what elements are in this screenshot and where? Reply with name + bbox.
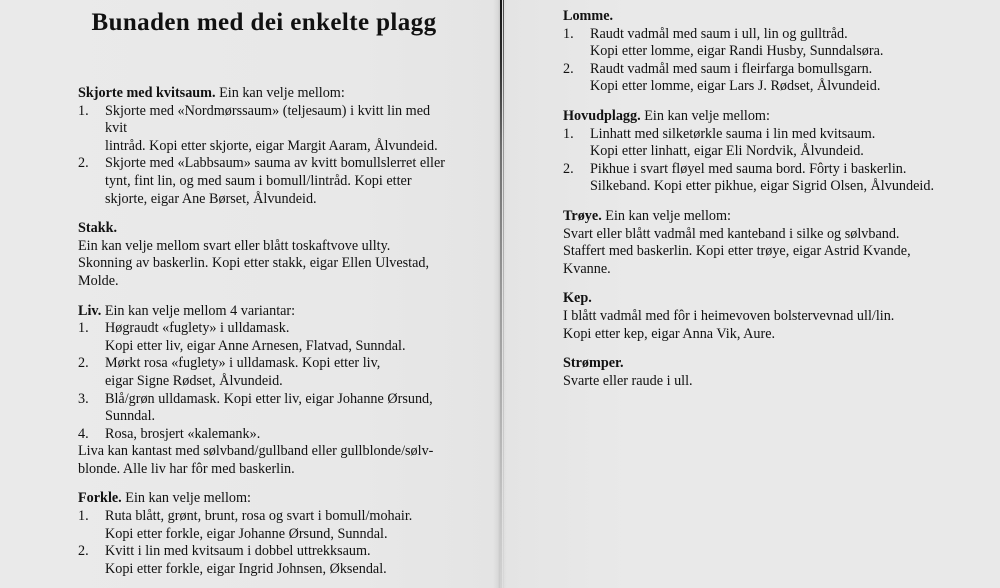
- list-item: [78, 103, 450, 156]
- list-item-line: Kopi etter forkle, eigar Ingrid Johnsen, Øksendal.: [105, 560, 387, 577]
- list-item: [78, 391, 450, 426]
- section-body-line: Molde.: [78, 272, 119, 289]
- list-item-number: 2.: [563, 160, 574, 177]
- list-item-line: Pikhue i svart fløyel med sauma bord. Fôrty i baskerlin.: [590, 160, 907, 177]
- list-item-line: tynt, fint lin, og med saum i bomull/lintråd. Kopi etter: [105, 172, 412, 189]
- list-item-text: [590, 26, 943, 61]
- section-lead-rest: Ein kan velje mellom 4 variantar:: [101, 302, 296, 319]
- numbered-list: [78, 103, 450, 209]
- list-item-text: [105, 426, 450, 444]
- section-stromper: [563, 355, 943, 390]
- list-item-number: 2.: [563, 60, 574, 77]
- list-item-line: Høgraudt «fuglety» i ulldamask.: [105, 320, 290, 337]
- section-lead-rest: Ein kan velje mellom:: [215, 85, 345, 101]
- list-item-line: Kopi etter lomme, eigar Randi Husby, Sunndalsøra.: [590, 43, 884, 60]
- numbered-list: [78, 320, 450, 443]
- list-item-text: [105, 103, 450, 156]
- section-kep: [563, 290, 943, 343]
- numbered-list: [563, 26, 943, 96]
- gutter-spine-line: [500, 0, 502, 588]
- list-item: [78, 155, 450, 208]
- numbered-list: [78, 508, 450, 578]
- list-item: [563, 126, 943, 161]
- section-lead: [563, 108, 943, 126]
- list-item-text: [105, 320, 450, 355]
- list-item-number: 4.: [78, 425, 89, 442]
- list-item: [78, 508, 450, 543]
- list-item-line: Linhatt med silketørkle sauma i lin med kvitsaum.: [590, 125, 876, 142]
- list-item-text: [105, 155, 450, 208]
- section-skjorte: [78, 85, 450, 208]
- list-item-line: Kopi etter liv, eigar Anne Arnesen, Flatvad, Sunndal.: [105, 337, 406, 354]
- section-lead: [78, 220, 450, 238]
- section-lead: [78, 85, 450, 103]
- list-item-line: Mørkt rosa «fuglety» i ulldamask. Kopi etter liv,: [105, 355, 381, 372]
- section-hovudplagg: [563, 108, 943, 196]
- section-body-line: Kvanne.: [563, 260, 611, 277]
- list-item-text: [590, 126, 943, 161]
- list-item-line: Skjorte med «Labbsaum» sauma av kvitt bomullslerret eller: [105, 155, 446, 172]
- section-term: Lomme.: [563, 8, 614, 24]
- list-item-line: lintråd. Kopi etter skjorte, eigar Margit Aaram, Ålvundeid.: [105, 137, 438, 154]
- list-item: [563, 26, 943, 61]
- list-item-number: 1.: [78, 102, 89, 119]
- list-item-text: [590, 161, 943, 196]
- section-body-line: Skonning av baskerlin. Kopi etter stakk, eigar Ellen Ulvestad,: [78, 255, 430, 272]
- numbered-list: [563, 126, 943, 196]
- list-item-line: Blå/grøn ulldamask. Kopi etter liv, eigar Johanne Ørsund,: [105, 390, 433, 407]
- section-stakk: [78, 220, 450, 290]
- list-item-line: skjorte, eigar Ane Børset, Ålvundeid.: [105, 190, 317, 207]
- section-troye: [563, 208, 943, 278]
- section-lead-rest: Ein kan velje mellom:: [601, 207, 731, 224]
- list-item-number: 1.: [563, 125, 574, 142]
- section-term: Trøye.: [563, 207, 602, 224]
- list-item-line: Kopi etter forkle, eigar Johanne Ørsund, Sunndal.: [105, 525, 388, 542]
- list-item: [78, 355, 450, 390]
- section-term: Strømper.: [563, 355, 624, 372]
- section-term: Hovudplagg.: [563, 107, 641, 124]
- section-term: Liv.: [78, 302, 102, 319]
- section-body-line: Svarte eller raude i ull.: [563, 372, 693, 389]
- list-item-line: Rosa, brosjert «kalemank».: [105, 425, 261, 442]
- section-term: Kep.: [563, 290, 592, 307]
- list-item-line: Raudt vadmål med saum i ull, lin og gulltråd.: [590, 25, 848, 42]
- section-lead: [563, 290, 943, 308]
- section-lead: [78, 490, 450, 508]
- section-body-line: Kopi etter kep, eigar Anna Vik, Aure.: [563, 325, 776, 342]
- section-lead-rest: Ein kan velje mellom:: [640, 107, 770, 124]
- list-item-number: 3.: [78, 390, 89, 407]
- section-lead: [563, 8, 943, 26]
- list-item-text: [105, 543, 450, 578]
- list-item-line: Kopi etter linhatt, eigar Eli Nordvik, Ålvundeid.: [590, 143, 864, 160]
- section-lead: [78, 303, 450, 321]
- list-item-number: 2.: [78, 543, 89, 560]
- list-item-line: Sunndal.: [105, 408, 156, 425]
- section-term: Stakk.: [78, 220, 118, 237]
- left-column-body: [78, 37, 450, 578]
- list-item-text: [590, 61, 943, 96]
- left-column: [78, 0, 450, 578]
- section-liv: [78, 303, 450, 479]
- list-item: [78, 320, 450, 355]
- list-item: [78, 543, 450, 578]
- section-lomme: [563, 8, 943, 96]
- list-item-text: [105, 508, 450, 543]
- list-item-number: 2.: [78, 155, 89, 172]
- section-body-line: Ein kan velje mellom svart eller blått toskaftvove ullty.: [78, 237, 391, 254]
- list-item: [563, 61, 943, 96]
- section-lead: [563, 208, 943, 226]
- section-body-line: I blått vadmål med fôr i heimevoven bolstervevnad ull/lin.: [563, 307, 895, 324]
- section-term: Forkle.: [78, 490, 122, 507]
- list-item-text: [105, 355, 450, 390]
- section-forkle: [78, 490, 450, 578]
- list-item-line: Skjorte med «Nordmørssaum» (teljesaum) i kvitt lin med kvit: [105, 102, 431, 137]
- list-item-line: eigar Signe Rødset, Ålvundeid.: [105, 372, 283, 389]
- list-item-number: 1.: [78, 320, 89, 337]
- list-item-line: Kvitt i lin med kvitsaum i dobbel uttrekksaum.: [105, 543, 371, 560]
- section-term: Skjorte med kvitsaum.: [78, 85, 216, 101]
- list-item-number: 2.: [78, 355, 89, 372]
- list-item-text: [105, 391, 450, 426]
- list-item-number: 1.: [563, 25, 574, 42]
- section-lead-rest: Ein kan velje mellom:: [121, 490, 251, 507]
- section-body-line: Staffert med baskerlin. Kopi etter trøye, eigar Astrid Kvande,: [563, 243, 911, 260]
- list-item: [563, 161, 943, 196]
- list-item-line: Kopi etter lomme, eigar Lars J. Rødset, Ålvundeid.: [590, 78, 881, 95]
- section-lead: [563, 355, 943, 373]
- right-column: [563, 0, 943, 390]
- section-tail-line: blonde. Alle liv har fôr med baskerlin.: [78, 460, 295, 477]
- list-item-line: Silkeband. Kopi etter pikhue, eigar Sigrid Olsen, Ålvundeid.: [590, 178, 934, 195]
- section-body-line: Svart eller blått vadmål med kanteband i silke og sølvband.: [563, 225, 900, 242]
- section-tail-line: Liva kan kantast med sølvband/gullband eller gullblonde/sølv-: [78, 443, 434, 460]
- list-item-line: Ruta blått, grønt, brunt, rosa og svart i bomull/mohair.: [105, 508, 413, 525]
- list-item-line: Raudt vadmål med saum i fleirfarga bomullsgarn.: [590, 60, 873, 77]
- list-item: [78, 426, 450, 444]
- page-title: Bunaden med dei enkelte plagg: [91, 9, 437, 36]
- list-item-number: 1.: [78, 508, 89, 525]
